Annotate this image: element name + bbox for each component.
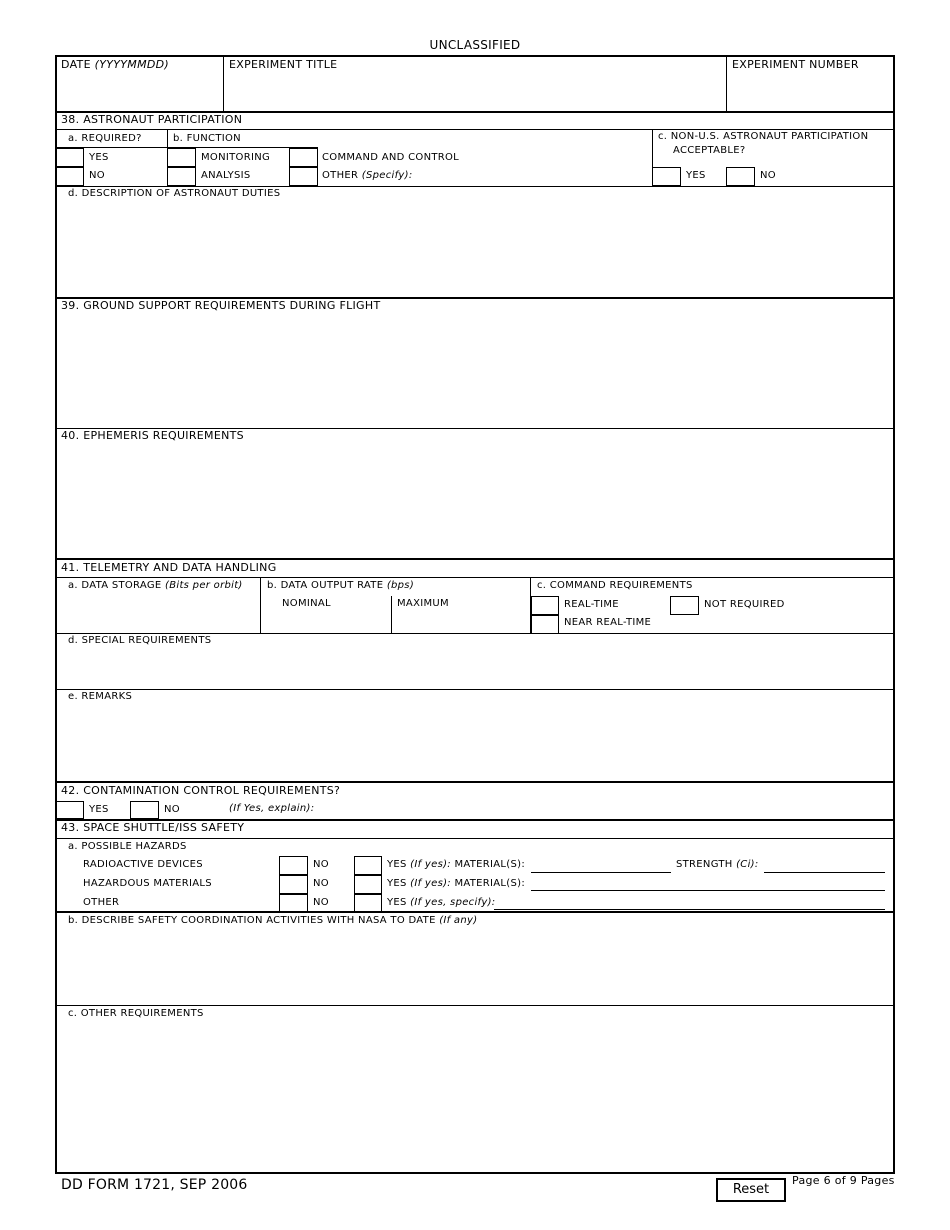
analysis-label: ANALYSIS (201, 170, 251, 181)
non-us-yes-checkbox[interactable] (652, 167, 681, 186)
section-43-title: 43. SPACE SHUTTLE/ISS SAFETY (61, 821, 245, 834)
page-indicator: Page 6 of 9 Pages (792, 1174, 895, 1187)
classification-marking: UNCLASSIFIED (429, 38, 521, 52)
ephemeris-field[interactable] (58, 445, 892, 556)
nominal-field[interactable] (262, 611, 389, 631)
required-label: a. REQUIRED? (68, 133, 142, 144)
radioactive-devices-label: RADIOACTIVE DEVICES (83, 859, 203, 870)
contamination-yes-label: YES (89, 804, 109, 815)
acceptable-label: ACCEPTABLE? (673, 145, 746, 156)
divider (56, 129, 894, 130)
date-label: DATE (YYYYMMDD) (61, 58, 170, 71)
section-39-title: 39. GROUND SUPPORT REQUIREMENTS DURING FLIGHT (61, 299, 381, 312)
command-control-checkbox[interactable] (289, 148, 318, 167)
divider (391, 596, 392, 633)
experiment-title-field[interactable] (226, 72, 724, 110)
radioactive-no-checkbox[interactable] (279, 856, 308, 875)
section-41-title: 41. TELEMETRY AND DATA HANDLING (61, 561, 277, 574)
hazardous-no-label: NO (313, 878, 329, 889)
required-yes-label: YES (89, 152, 109, 163)
reset-button[interactable]: Reset (716, 1178, 786, 1202)
other-requirements-field[interactable] (58, 1022, 892, 1170)
function-label: b. FUNCTION (173, 133, 241, 144)
other-hazard-label: OTHER (83, 897, 120, 908)
form-number: DD FORM 1721, SEP 2006 (61, 1177, 248, 1193)
experiment-title-label: EXPERIMENT TITLE (229, 58, 338, 71)
non-us-no-checkbox[interactable] (726, 167, 755, 186)
divider (56, 1005, 894, 1006)
radioactive-yes-checkbox[interactable] (354, 856, 382, 875)
remarks-label: e. REMARKS (68, 691, 133, 702)
contamination-explain-label: (If Yes, explain): (229, 803, 315, 814)
hazardous-material-field[interactable] (531, 876, 885, 890)
data-output-rate-label: b. DATA OUTPUT RATE (bps) (267, 580, 415, 591)
maximum-field[interactable] (393, 611, 528, 631)
near-real-time-checkbox[interactable] (531, 615, 559, 634)
experiment-number-label: EXPERIMENT NUMBER (732, 58, 859, 71)
other-hazard-no-checkbox[interactable] (279, 894, 308, 912)
hazardous-yes-label: YES (If yes): MATERIAL(S): (387, 878, 526, 889)
divider (56, 558, 894, 560)
special-requirements-label: d. SPECIAL REQUIREMENTS (68, 635, 212, 646)
non-us-participation-label: c. NON-U.S. ASTRONAUT PARTICIPATION (658, 131, 869, 142)
divider (260, 578, 261, 633)
astronaut-duties-label: d. DESCRIPTION OF ASTRONAUT DUTIES (68, 188, 281, 199)
divider (223, 56, 224, 112)
safety-coordination-label: b. DESCRIBE SAFETY COORDINATION ACTIVITIES WITH NASA TO DATE (If any) (68, 915, 478, 926)
contamination-no-label: NO (164, 804, 180, 815)
other-function-checkbox[interactable] (289, 167, 318, 186)
hazardous-material-underline (531, 890, 885, 891)
section-40-title: 40. EPHEMERIS REQUIREMENTS (61, 429, 244, 442)
other-function-label: OTHER (Specify): (322, 170, 413, 181)
monitoring-label: MONITORING (201, 152, 271, 163)
contamination-no-checkbox[interactable] (130, 801, 159, 819)
divider (56, 911, 894, 913)
required-yes-checkbox[interactable] (56, 148, 84, 167)
non-us-yes-label: YES (686, 170, 706, 181)
required-no-label: NO (89, 170, 105, 181)
other-hazard-yes-checkbox[interactable] (354, 894, 382, 912)
hazardous-yes-checkbox[interactable] (354, 875, 382, 894)
divider (56, 781, 894, 783)
command-requirements-label: c. COMMAND REQUIREMENTS (537, 580, 693, 591)
near-real-time-label: NEAR REAL-TIME (564, 617, 652, 628)
data-storage-field[interactable] (58, 594, 258, 631)
radioactive-material-underline (531, 872, 671, 873)
other-requirements-label: c. OTHER REQUIREMENTS (68, 1008, 204, 1019)
command-control-label: COMMAND AND CONTROL (322, 152, 460, 163)
required-no-checkbox[interactable] (56, 167, 84, 186)
divider (726, 56, 727, 112)
non-us-no-label: NO (760, 170, 776, 181)
radioactive-yes-label: YES (If yes): MATERIAL(S): (387, 859, 526, 870)
divider (56, 838, 894, 839)
strength-underline (764, 872, 885, 873)
other-function-field[interactable] (415, 168, 650, 185)
analysis-checkbox[interactable] (167, 167, 196, 186)
possible-hazards-label: a. POSSIBLE HAZARDS (68, 841, 187, 852)
real-time-label: REAL-TIME (564, 599, 619, 610)
radioactive-no-label: NO (313, 859, 329, 870)
astronaut-duties-field[interactable] (58, 202, 892, 296)
hazardous-no-checkbox[interactable] (279, 875, 308, 894)
section-38-title: 38. ASTRONAUT PARTICIPATION (61, 113, 243, 126)
nominal-label: NOMINAL (282, 598, 331, 609)
contamination-explain-field[interactable] (315, 801, 892, 818)
divider (56, 577, 894, 578)
safety-coordination-field[interactable] (58, 929, 892, 1004)
other-hazard-field[interactable] (494, 895, 885, 909)
strength-field[interactable] (764, 857, 885, 872)
divider (56, 633, 894, 634)
date-field[interactable] (58, 72, 221, 110)
other-hazard-yes-label: YES (If yes, specify): (387, 897, 496, 908)
hazardous-materials-label: HAZARDOUS MATERIALS (83, 878, 212, 889)
other-hazard-no-label: NO (313, 897, 329, 908)
remarks-field[interactable] (58, 705, 892, 780)
divider (56, 689, 894, 690)
ground-support-field[interactable] (58, 315, 892, 426)
not-required-checkbox[interactable] (670, 596, 699, 615)
strength-label: STRENGTH (Ci): (676, 859, 759, 870)
special-requirements-field[interactable] (58, 649, 892, 687)
monitoring-checkbox[interactable] (167, 148, 196, 167)
radioactive-material-field[interactable] (531, 857, 671, 872)
real-time-checkbox[interactable] (531, 596, 559, 615)
divider (56, 186, 894, 187)
not-required-label: NOT REQUIRED (704, 599, 785, 610)
section-42-title: 42. CONTAMINATION CONTROL REQUIREMENTS? (61, 784, 341, 797)
other-hazard-underline (494, 909, 885, 910)
data-storage-label: a. DATA STORAGE (Bits per orbit) (68, 580, 243, 591)
experiment-number-field[interactable] (729, 72, 892, 110)
contamination-yes-checkbox[interactable] (56, 801, 84, 819)
maximum-label: MAXIMUM (397, 598, 449, 609)
